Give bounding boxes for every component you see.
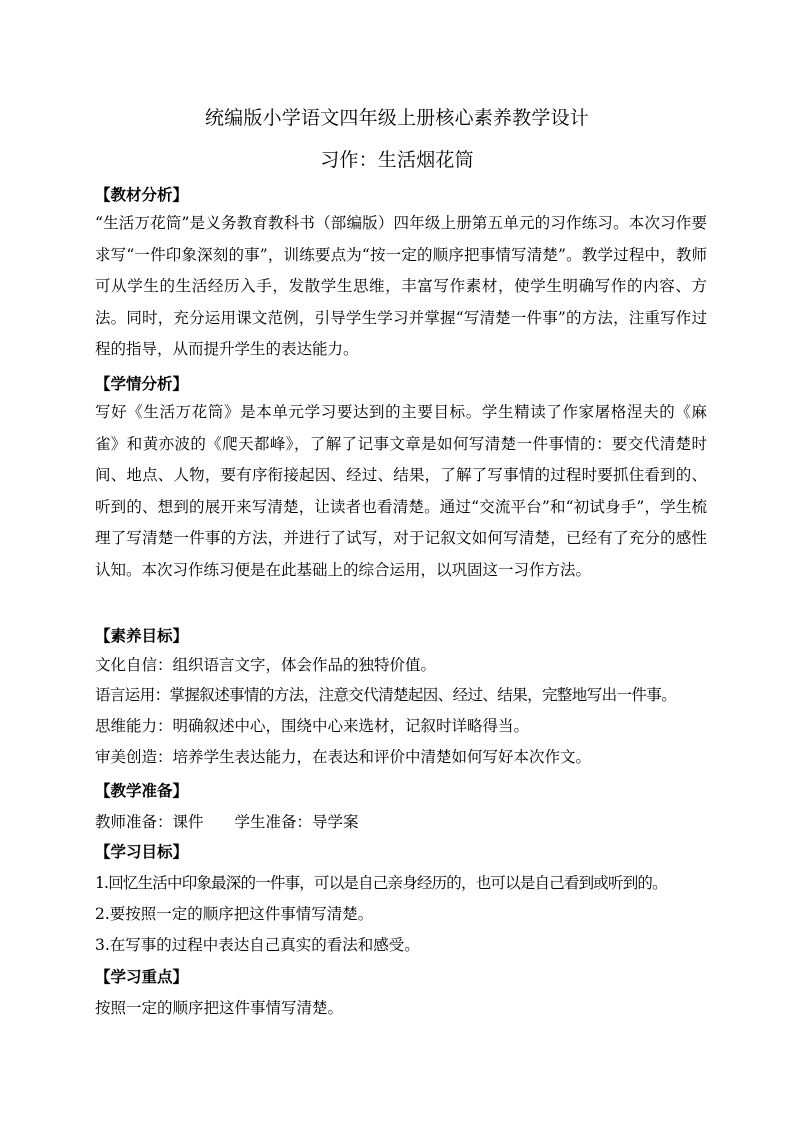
section-body: “生活万花筒”是义务教育教科书（部编版）四年级上册第五单元的习作练习。本次习作要求写“一件印象深刻的事”，训练要点为“按一定的顺序把事情写清楚”。教学过程中，教师可从学生的生活经历入手，发散学生思维，丰富写作素材，使学生明确写作的内容、方法。同时，充分运用课文范例，引导学生学习并掌握“写清楚一件事”的方法，注重写作过程的指导，从而提升学生的表达能力。 (95, 214, 707, 358)
document-subtitle: 习作：生活烟花筒 (320, 149, 474, 171)
section-teaching-preparation (95, 780, 707, 833)
section-literacy-goals (95, 625, 707, 768)
goal-line: 1.回忆生活中印象最深的一件事，可以是自己亲身经历的，也可以是自己看到或听到的。 (95, 874, 667, 892)
goal-line: 审美创造：培养学生表达能力，在表达和评价中清楚如何写好本次作文。 (95, 748, 592, 766)
section-body: 按照一定的顺序把这件事情写清楚。 (95, 999, 344, 1017)
goal-line: 2.要按照一定的顺序把这件事情写清楚。 (95, 905, 374, 923)
goal-line: 思维能力：明确叙述中心，围绕中心来选材，记叙时详略得当。 (95, 717, 530, 735)
section-student-analysis (95, 373, 707, 586)
section-learning-focus (95, 966, 707, 1019)
section-heading: 【学习重点】 (95, 967, 189, 986)
section-heading: 【学情分析】 (95, 374, 189, 393)
goal-line: 文化自信：组织语言文字，体会作品的独特价值。 (95, 656, 437, 674)
section-heading: 【学习目标】 (95, 842, 189, 861)
section-textbook-analysis (95, 184, 707, 366)
section-learning-goals (95, 841, 707, 956)
section-heading: 【教学准备】 (95, 781, 189, 800)
document-title: 统编版小学语文四年级上册核心素养教学设计 (204, 107, 589, 129)
section-heading: 【教材分析】 (95, 185, 189, 204)
section-body: 教师准备：课件 学生准备：导学案 (95, 813, 359, 831)
goal-line: 语言运用：掌握叙述事情的方法，注意交代清楚起因、经过、结果，完整地写出一件事。 (95, 686, 677, 704)
section-heading: 【素养目标】 (95, 626, 189, 645)
section-body: 写好《生活万花筒》是本单元学习要达到的主要目标。学生精读了作家屠格涅夫的《麻雀》和黄亦波的《爬天都峰》，了解了记事文章是如何写清楚一件事情的：要交代清楚时间、地点、人物，要有序衔接起因、经过、结果，了解了写事情的过程时要抓住看到的、听到的、想到的展开来写清楚，让读者也看清楚。通过“交流平台”和“初试身手”，学生梳理了写清楚一件事的方法，并进行了试写，对于记叙文如何写清楚，已经有了充分的感性认知。本次习作练习便是在此基础上的综合运用，以巩固这一习作方法。 (95, 403, 707, 579)
goal-line: 3.在写事的过程中表达自己真实的看法和感受。 (95, 936, 420, 954)
